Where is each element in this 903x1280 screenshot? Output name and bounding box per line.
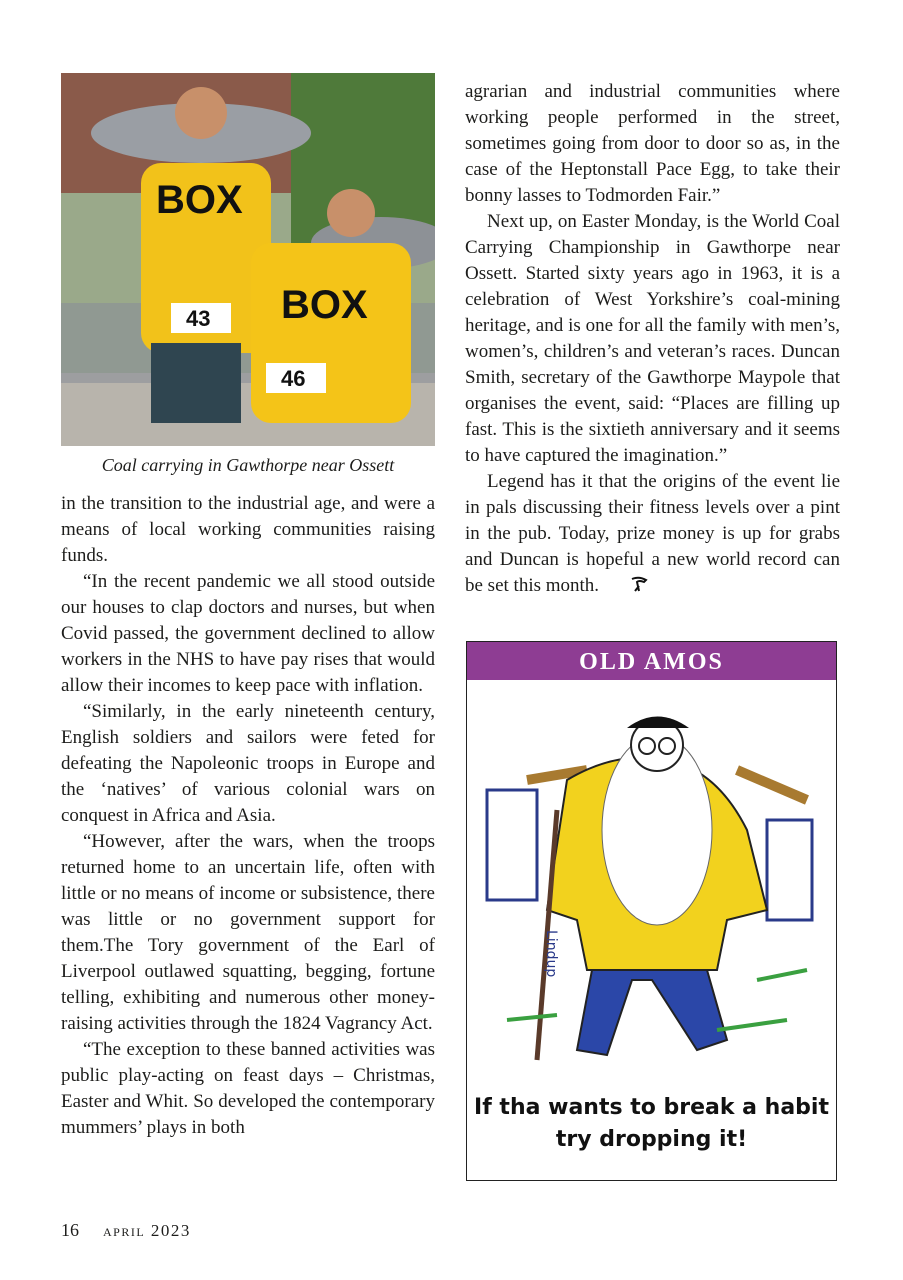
paragraph: agrarian and industrial communities where working people performed in the street, sometimes going from door to door so as, in the case of the Heptonstall Pace Egg, to take their bonny lasses to Todmorden Fair.” <box>465 81 840 206</box>
issue-date: april 2023 <box>103 1221 191 1240</box>
page-footer <box>61 1220 191 1241</box>
left-column-text <box>61 491 435 1141</box>
paragraph: “In the recent pandemic we all stood outside our houses to clap doctors and nurses, but when Covid passed, the government declined to allow workers in the NHS to have pay rises that would allow their incomes to keep pace with inflation. <box>61 571 435 696</box>
cartoon-caption <box>467 1092 836 1156</box>
cartoon-title: OLD AMOS <box>467 642 836 680</box>
cartoonist-signature: Lindup <box>543 930 559 978</box>
coal-carrying-photo <box>61 73 435 446</box>
paragraph <box>465 469 840 600</box>
paragraph: “The exception to these banned activities was public play-acting on feast days – Christmas, Easter and Whit. So developed the contemporary mummers’ plays in both <box>61 1039 435 1138</box>
paragraph: “Similarly, in the early nineteenth century, English soldiers and sailors were feted for defeating the Napoleonic troops in Europe and the ‘natives’ of various colonial wars on conquest in Africa and Asia. <box>61 701 435 826</box>
end-mark-icon <box>609 574 649 600</box>
right-column-text <box>465 79 840 600</box>
caption-line: try dropping it! <box>555 1127 748 1152</box>
caption-line: If tha wants to break a habit <box>474 1095 829 1120</box>
bib-number: 43 <box>186 306 211 331</box>
cartoon-illustration <box>467 680 835 1080</box>
paragraph: in the transition to the industrial age, and were a means of local working communities raising funds. <box>61 493 435 566</box>
old-amos-cartoon <box>466 641 837 1181</box>
paragraph: “However, after the wars, when the troops returned home to an uncertain life, often with little or no means of income or subsistence, there was little or no government support for them.The Tory government of the Earl of Liverpool outlawed squatting, begging, fortune telling, exhibiting and numerous other money-raising activities through the 1824 Vagrancy Act. <box>61 831 435 1034</box>
paragraph: Next up, on Easter Monday, is the World Coal Carrying Championship in Gawthorpe near Ossett. Started sixty years ago in 1963, it is a celebration of West Yorkshire’s coal-mining heritage, and is one for all the family with men’s, women’s, children’s and veteran’s races. Duncan Smith, secretary of the Gawthorpe Maypole that organises the event, said: “Places are filling up fast. This is the sixtieth anniversary and it seems to have captured the imagination.” <box>465 211 840 466</box>
page-number: 16 <box>61 1220 79 1240</box>
paragraph-text: Legend has it that the origins of the event lie in pals discussing their fitness levels over a pint in the pub. Today, prize money is up for grabs and Duncan is hopeful a new world record can be set this month. <box>465 471 840 596</box>
svg-text:BOX: BOX <box>156 178 243 222</box>
svg-text:BOX: BOX <box>281 283 368 327</box>
svg-text:46: 46 <box>281 366 306 391</box>
photo-caption: Coal carrying in Gawthorpe near Ossett <box>101 455 395 475</box>
